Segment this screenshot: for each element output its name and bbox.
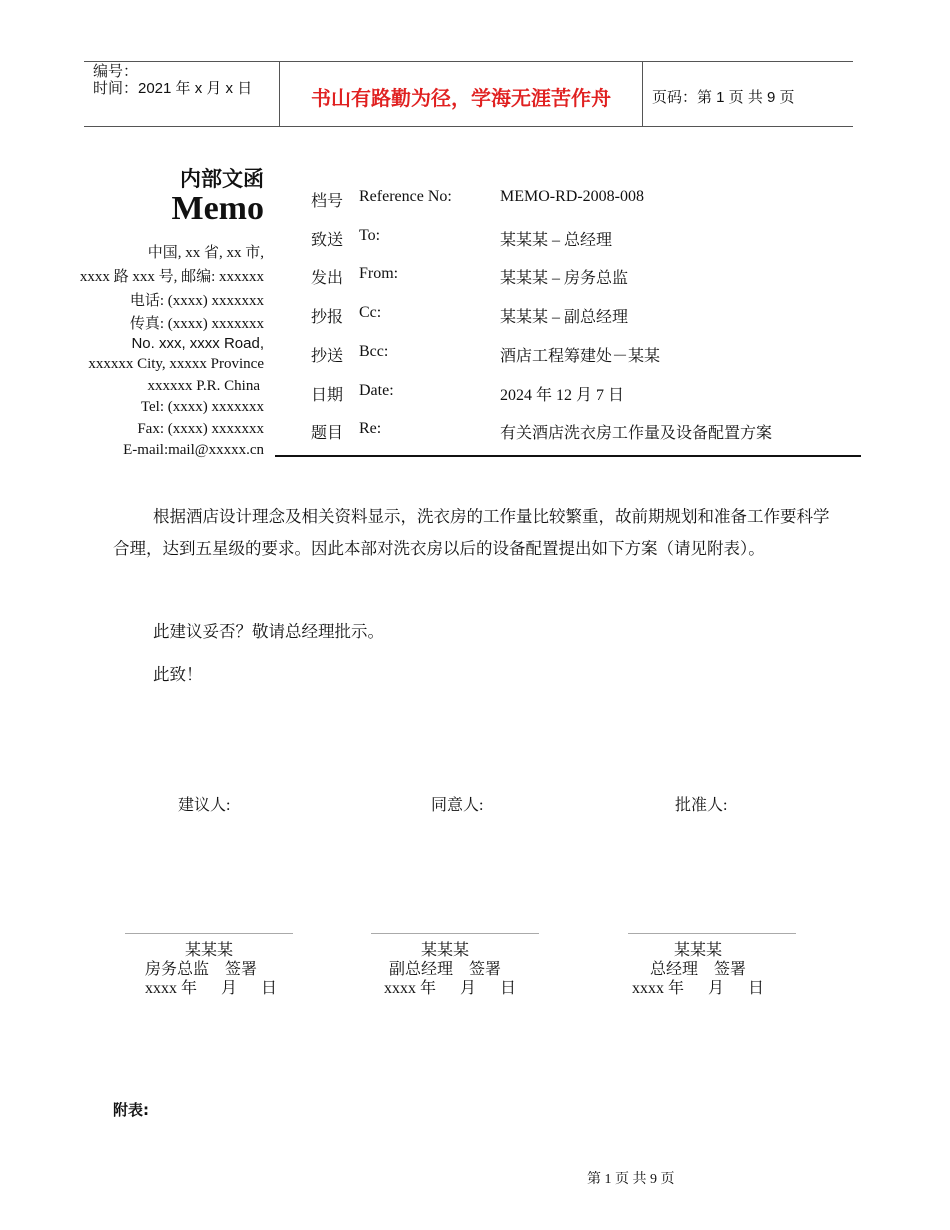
address-line: xxxxxx P.R. China — [147, 378, 260, 394]
signer-date: xxxx 年 月 日 — [632, 980, 765, 997]
signer-date: xxxx 年 月 日 — [145, 980, 278, 997]
field-label-cn: 致送 — [311, 232, 344, 249]
header-motto: 书山有路勤为径，学海无涯苦作舟 — [311, 86, 611, 110]
field-label-en: Bcc: — [359, 343, 389, 360]
signer-name: 某某某 — [421, 942, 470, 959]
field-bcc-value: 酒店工程筹建处－某某 — [500, 348, 661, 365]
field-cc-value: 某某某 – 副总经理 — [500, 309, 629, 326]
document-number-label: 编号： — [93, 63, 139, 80]
page-footer: 第 1 页 共 9 页 — [587, 1172, 675, 1187]
body-paragraph-line: 根据酒店设计理念及相关资料显示，洗衣房的工作量比较繁重，故前期规划和准备工作要科学 — [153, 507, 830, 526]
appendix-label: 附表: — [113, 1101, 149, 1119]
header-meta — [93, 63, 252, 97]
signer-name: 某某某 — [185, 942, 234, 959]
address-line: No. xxx, xxxx Road, — [131, 335, 264, 352]
signer-title: 房务总监 签署 — [145, 961, 258, 978]
field-label-cn: 抄报 — [311, 309, 344, 326]
letterhead-title-en: Memo — [171, 190, 264, 227]
signature-line — [371, 933, 539, 934]
field-reference-value: MEMO-RD-2008-008 — [500, 188, 644, 205]
tel-line: Tel: (xxxx) xxxxxxx — [140, 399, 264, 415]
document-time: 时间：2021 年 x 月 x 日 — [93, 80, 253, 97]
field-label-en: Cc: — [359, 304, 382, 321]
proposer-label: 建议人: — [178, 797, 231, 814]
memo-header-rule — [275, 455, 861, 457]
signer-title: 总经理 签署 — [650, 961, 747, 978]
email-line: E-mail:mail@xxxxx.cn — [123, 442, 264, 458]
address-line: 中国, xx 省, xx 市, — [147, 245, 264, 261]
header-bottom-rule — [84, 126, 853, 127]
approver-label: 批准人: — [675, 797, 728, 814]
field-date-value: 2024 年 12 月 7 日 — [500, 387, 625, 404]
header-page-info: 页码：第 1 页 共 9 页 — [652, 89, 795, 106]
fax-en-line: Fax: (xxxx) xxxxxxx — [137, 421, 264, 437]
consenter-label: 同意人: — [431, 797, 484, 814]
field-label-cn: 档号 — [311, 193, 344, 210]
field-from-value: 某某某 – 房务总监 — [500, 270, 629, 287]
signature-line — [628, 933, 796, 934]
address-line: xxxx 路 xxx 号, 邮编: xxxxxx — [79, 269, 264, 285]
field-to-value: 某某某 – 总经理 — [500, 232, 613, 249]
letterhead-title-cn: 内部文函 — [180, 167, 264, 191]
fax-line: 传真: (xxxx) xxxxxxx — [129, 316, 264, 332]
signer-name: 某某某 — [674, 942, 723, 959]
body-request: 此建议妥否？敬请总经理批示。 — [153, 622, 384, 641]
field-label-en: Reference No: — [359, 188, 452, 205]
field-label-cn: 题目 — [311, 425, 344, 442]
header-divider — [642, 61, 643, 126]
field-label-cn: 发出 — [311, 270, 344, 287]
address-line: xxxxxx City, xxxxx Province — [88, 356, 264, 372]
field-label-cn: 抄送 — [311, 348, 344, 365]
header-top-rule — [84, 61, 853, 62]
signer-title: 副总经理 签署 — [389, 961, 502, 978]
field-subject-value: 有关酒店洗衣房工作量及设备配置方案 — [500, 425, 773, 442]
body-closing: 此致！ — [153, 665, 203, 684]
body-paragraph-line: 合理，达到五星级的要求。因此本部对洗衣房以后的设备配置提出如下方案（请见附表）。 — [113, 539, 765, 558]
field-label-en: Re: — [359, 420, 382, 437]
phone-line: 电话: (xxxx) xxxxxxx — [129, 293, 264, 309]
signature-line — [125, 933, 293, 934]
field-label-en: From: — [359, 265, 399, 282]
signer-date: xxxx 年 月 日 — [384, 980, 517, 997]
field-label-en: To: — [359, 227, 381, 244]
field-label-cn: 日期 — [311, 387, 344, 404]
field-label-en: Date: — [359, 382, 394, 399]
